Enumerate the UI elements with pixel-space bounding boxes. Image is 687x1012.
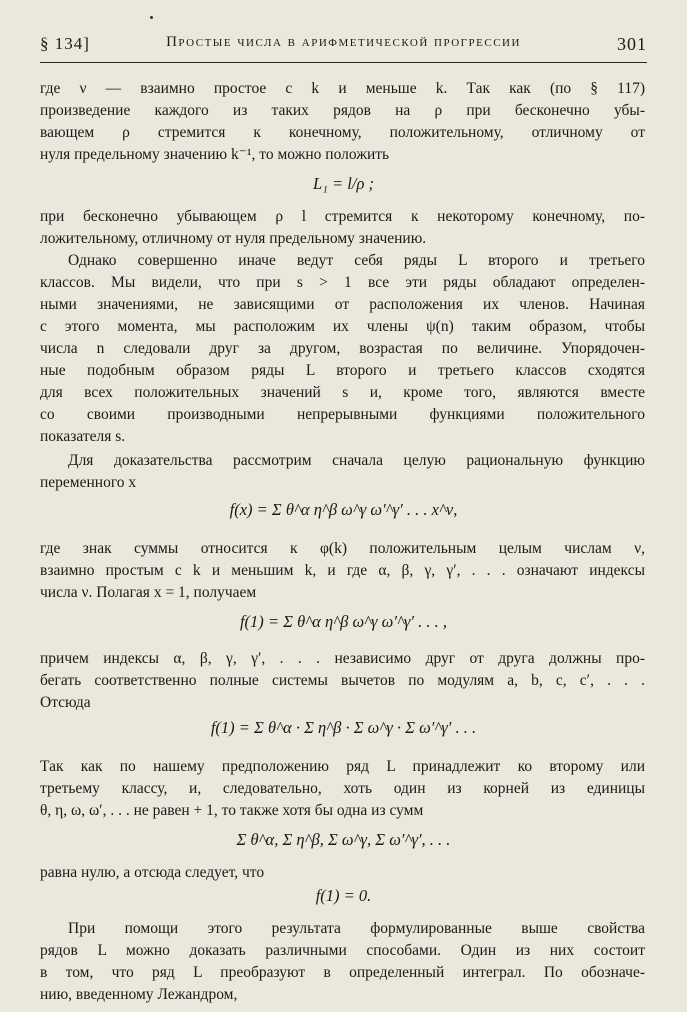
text-line: классов. Мы видели, что при s > 1 все эти ряды обладают определен- bbox=[40, 274, 645, 291]
text-line: где знак суммы относится к φ(k) положительным целым числам ν, bbox=[40, 540, 645, 557]
text-line: третьему классу, и, следовательно, хоть один из корней из единицы bbox=[40, 780, 645, 797]
running-header bbox=[40, 32, 647, 63]
text-line: ные подобным образом ряды L второго и третьего классов сходятся bbox=[40, 362, 645, 379]
text-line: в том, что ряд L преобразуют в определенный интеграл. По обозначе- bbox=[40, 964, 645, 981]
text-line: Отсюда bbox=[40, 694, 91, 711]
text-line: ными значениями, не зависящими от расположения их членов. Начиная bbox=[40, 296, 645, 313]
formula-fx: f(x) = Σ θ^α η^β ω^γ ω′^γ′ . . . x^ν, bbox=[229, 500, 458, 519]
text-line: θ, η, ω, ω′, . . . не равен + 1, то также хотя бы одна из сумм bbox=[40, 802, 424, 819]
text-line: переменного x bbox=[40, 474, 137, 491]
text-line: произведение каждого из таких рядов на ρ при бесконечно убы- bbox=[40, 102, 645, 119]
text-line: рядов L можно доказать различными способами. Один из них состоит bbox=[40, 942, 645, 959]
text-line: бегать соответственно полные системы вычетов по модулям a, b, c, c′, . . . bbox=[40, 672, 645, 689]
text-line: числа n следовали друг за другом, возрастая по величине. Упорядочен- bbox=[40, 340, 645, 357]
text-line: равна нулю, а отсюда следует, что bbox=[40, 864, 265, 881]
text-line: вающем ρ стремится к конечному, положительному, отличному от bbox=[40, 124, 645, 141]
text-line: При помощи этого результата формулированные выше свойства bbox=[68, 920, 645, 937]
section-number: § 134] bbox=[40, 34, 90, 53]
page-number: 301 bbox=[617, 34, 647, 54]
text-line: причем индексы α, β, γ, γ′, . . . независимо друг от друга должны про- bbox=[40, 650, 645, 667]
text-line: нию, введенному Лежандром, bbox=[40, 986, 238, 1003]
print-speck bbox=[150, 16, 153, 19]
text-line: Так как по нашему предположению ряд L принадлежит ко второму или bbox=[40, 758, 645, 775]
text-line: Однако совершенно иначе ведут себя ряды L второго и третьего bbox=[68, 252, 645, 269]
text-line: при бесконечно убывающем ρ l стремится к некоторому конечному, по- bbox=[40, 208, 645, 225]
text-line: Для доказательства рассмотрим сначала целую рациональную функцию bbox=[68, 452, 645, 469]
text-line: где ν — взаимно простое с k и меньше k. Так как (по § 117) bbox=[40, 80, 645, 97]
text-line: для всех положительных значений s и, кроме того, являются вместе bbox=[40, 384, 645, 401]
text-line: нуля предельному значению k⁻¹, то можно положить bbox=[40, 146, 390, 163]
text-line: со своими производными непрерывными функциями положительного bbox=[40, 406, 645, 423]
formula-f1: f(1) = Σ θ^α η^β ω^γ ω′^γ′ . . . , bbox=[239, 612, 448, 631]
text-line: ложительному, отличному от нуля предельному значению. bbox=[40, 230, 427, 247]
running-title: Простые числа в арифметической прогрессии bbox=[166, 34, 521, 50]
formula-sums: Σ θ^α, Σ η^β, Σ ω^γ, Σ ω′^γ′, . . . bbox=[236, 830, 451, 849]
formula-l1: L₁ = l/ρ ; bbox=[312, 174, 374, 193]
formula-f1-product: f(1) = Σ θ^α · Σ η^β · Σ ω^γ · Σ ω′^γ′ . . . bbox=[210, 718, 477, 737]
text-line: с этого момента, мы расположим их члены ψ(n) таким образом, чтобы bbox=[40, 318, 645, 335]
text-line: числа ν. Полагая x = 1, получаем bbox=[40, 584, 257, 601]
text-line: показателя s. bbox=[40, 428, 126, 445]
formula-f1-zero: f(1) = 0. bbox=[315, 886, 372, 905]
text-line: взаимно простым с k и меньшим k, и где α, β, γ, γ′, . . . означают индексы bbox=[40, 562, 645, 579]
